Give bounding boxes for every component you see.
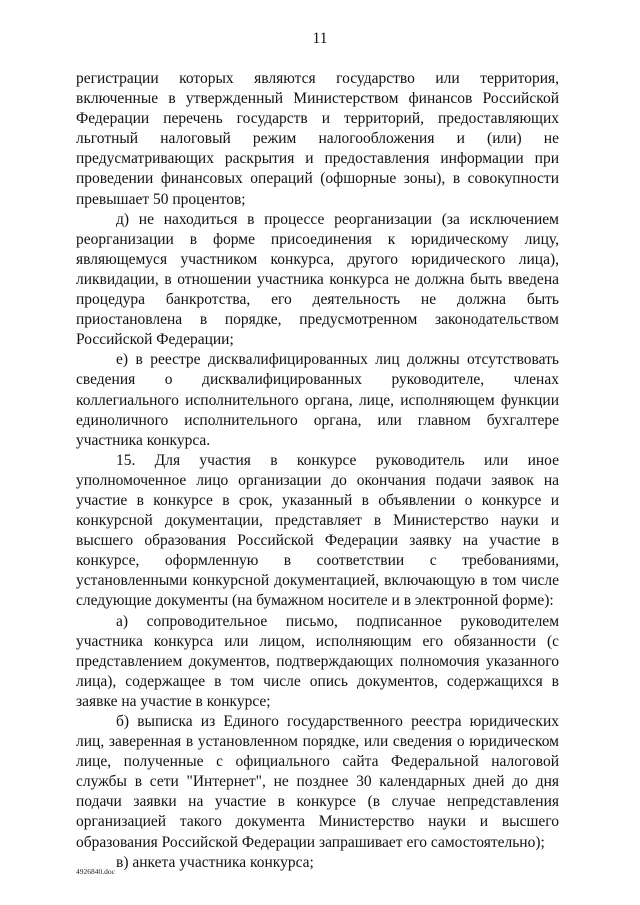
paragraph-item-a: а) сопроводительное письмо, подписанное руководителем участника конкурса или лицом, исполняющим его обязанности (с представлением документов, подтверждающих полномочия указанного лица), содержащее в том числе опись документов, содержащихся в заявке на участие в конкурсе; <box>76 612 559 710</box>
paragraph-item-d: д) не находиться в процессе реорганизации (за исключением реорганизации в форме присоединения к юридическому лицу, являющемуся участником конкурса, другого юридического лица), ликвидации, в отношении участника конкурса не должна быть введена процедура банкротства, его деятельность не должна быть приостановлена в порядке, предусмотренном законодательством Российской Федерации; <box>76 210 559 349</box>
paragraph-item-v: в) анкета участника конкурса; <box>116 853 314 871</box>
page-number: 11 <box>312 30 328 47</box>
paragraph-clause-15: 15. Для участия в конкурсе руководитель или иное уполномоченное лицо организации до окончания подачи заявок на участие в конкурсе в срок, указанный в объявлении о конкурсе и конкурсной документации, представляет в Министерство науки и высшего образования Российской Федерации заявку на участие в конкурсе, оформленную в соответствии с требованиями, установленными конкурсной документацией, включающую в том числе следующие документы (на бумажном носителе и в электронной форме): <box>76 451 559 610</box>
paragraph-continuation: регистрации которых являются государство или территория, включенные в утвержденный Министерством финансов Российской Федерации перечень государств и территорий, предоставляющих льготный налоговый режим налогообложения и (или) не предусматривающих раскрытия и предоставления информации при проведении финансовых операций (офшорные зоны), в совокупности превышает 50 процентов; <box>76 70 559 208</box>
document-body <box>76 69 559 873</box>
footer-filename: 4926840.doc <box>76 867 115 876</box>
paragraph-item-b: б) выписка из Единого государственного реестра юридических лиц, заверенная в установленном порядке, или сведения о юридическом лице, полученные с официального сайта Федеральной налоговой службы в сети "Интернет", не позднее 30 календарных дней до дня подачи заявки на участие в конкурсе (в случае непредставления организацией такого документа Министерство науки и высшего образования Российской Федерации запрашивает его самостоятельно); <box>76 713 559 851</box>
paragraph-item-e: е) в реестре дисквалифицированных лиц должны отсутствовать сведения о дисквалифицированных руководителе, членах коллегиального исполнительного органа, лице, исполняющем функции единоличного исполнительного органа, или главном бухгалтере участника конкурса. <box>76 351 559 449</box>
